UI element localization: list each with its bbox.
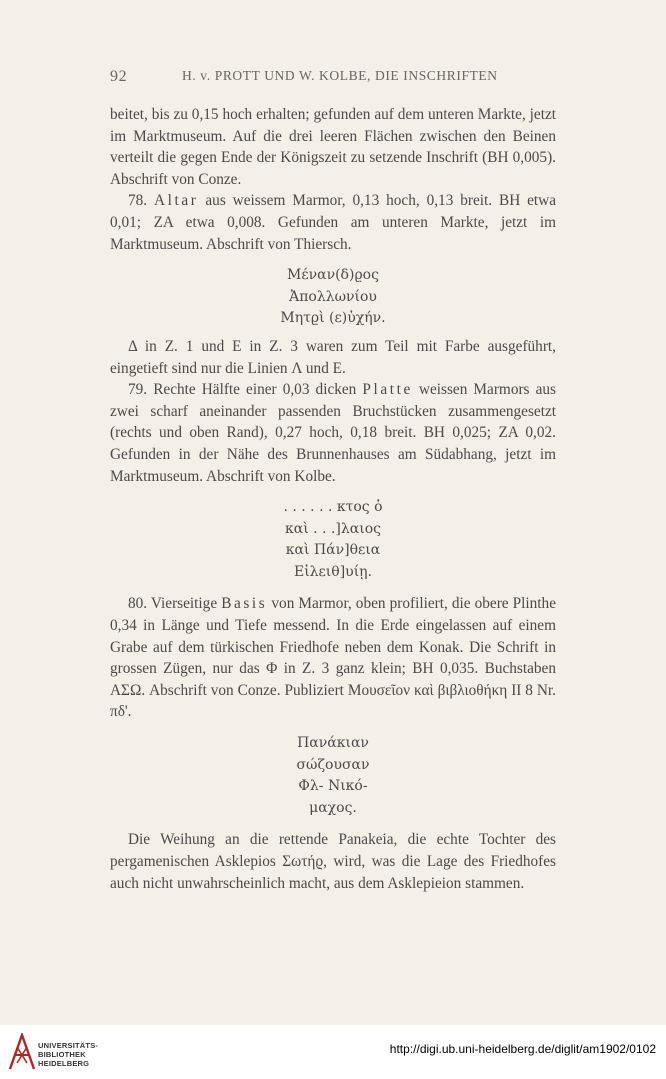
entry-number: 78. [128,192,148,210]
heidelberg-library-logo-icon [8,1033,36,1071]
entry-keyword: Platte [362,381,413,399]
inscription-line: Εἰλειθ]υίῃ. [293,563,373,580]
page-number: 92 [110,68,128,85]
inscription-79 [110,497,556,583]
entry-text: Rechte Hälfte einer 0,03 dicken [153,381,357,399]
inscription-line: σώζουσαν [296,756,370,773]
closing-paragraph: Die Weihung an die rettende Panakeia, die echte Tochter des pergamenischen Asklepios Σωτήϱ, wird, was die Lage des Friedhofes auch nicht unwahrscheinlich macht, aus dem Asklepieion stammen. [110,831,556,892]
inscription-line: Μέναν(δ)ϱος [287,267,379,284]
entry-keyword: Basis [221,595,268,613]
library-name [38,1041,98,1068]
inscription-line: καὶ Πάν]θεια [285,542,381,559]
entry-79 [110,379,556,487]
entry-text: weissen Marmors aus zwei scharf aneinander passenden Bruchstücken zusammengesetzt (rechts und oben Rand), 0,27 hoch, 0,18 breit. BH 0,025; ZA 0,02. Gefunden in der Nähe des Brunnenhauses am Südabhang, jetzt im Marktmuseum. Abschrift von Kolbe. [110,381,556,485]
entry-text: aus weissem Marmor, 0,13 hoch, 0,13 breit. BH etwa 0,01; ZA etwa 0,008. Gefunden am unteren Markte, jetzt im Marktmuseum. Abschrift von Thiersch. [110,192,557,253]
paragraph-continuation: beitet, bis zu 0,15 hoch erhalten; gefunden auf dem unteren Markte, jetzt im Marktmuseum. Auf die drei leeren Flächen zwischen den Beinen verteilt die gegen Ende der Königszeit zu setzende Inschrift (BH 0,005). Abschrift von Conze. [110,106,556,188]
source-url[interactable]: http://digi.ub.uni-heidelberg.de/diglit/am1902/0102 [389,1042,656,1056]
page-body [110,104,556,894]
entry-text: Vierseitige [150,595,218,613]
inscription-line: μαχος. [309,799,357,816]
entry-number: 80. [128,595,148,613]
library-footer [0,1025,666,1079]
inscription-80 [110,733,556,819]
inscription-78 [110,265,556,330]
entry-80 [110,593,556,723]
entry-keyword: Altar [154,192,199,210]
entry-78-note: Δ in Z. 1 und Ε in Z. 3 waren zum Teil mit Farbe ausgeführt, eingetieft sind nur die Linien Λ und Ε. [110,337,556,377]
entry-78 [110,190,556,255]
inscription-line: . . . . . . κτος ὁ [283,499,383,516]
inscription-line: Φλ- Νικό- [298,778,368,795]
library-name-line: HEIDELBERG [38,1059,90,1068]
inscription-line: καὶ . . .]λαιος [285,520,381,537]
inscription-line: Ἀπολλωνίου [289,288,377,305]
library-name-line: UNIVERSITÄTS- [38,1041,99,1050]
inscription-line: Μητϱὶ (ε)ὐχήν. [280,310,386,327]
running-title: H. v. PROTT UND W. KOLBE, DIE INSCHRIFTEN [182,68,498,83]
entry-number: 79. [128,381,148,399]
library-name-line: BIBLIOTHEK [38,1050,86,1059]
inscription-line: Πανάκιαν [297,735,369,752]
entry-text: von Marmor, oben profiliert, die obere Plinthe 0,34 in Länge und Tiefe messend. In die Erde eingelassen auf einem Grabe auf dem türkischen Friedhofe neben dem Konak. Die Schrift in grossen Zügen, nur das Φ in Z. 3 ganz klein; BH 0,035. Buchstaben ΑΣΩ. Abschrift von Conze. Publiziert Μουσεῖον καὶ βιβλιοθήκη II 8 Nr. πδ'. [110,595,556,721]
